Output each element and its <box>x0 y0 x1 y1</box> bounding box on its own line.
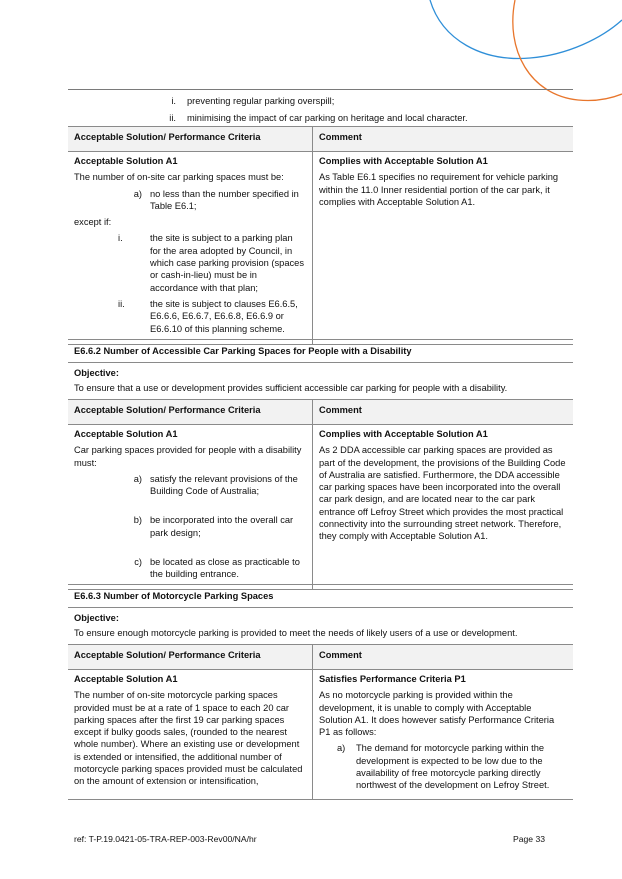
solution-text: The number of on-site motorcycle parking spaces provided must be at a rate of 1 space to each 20 car parking spaces after the first 19 car parking spaces except if bulky goods sales, (rounded to the nearest whole number). Where an existing use or development is extended or intensified, the additional number of motorcycle parking spaces provided must be calculated on the amount of extension or intensification, <box>74 690 303 787</box>
comment-cell <box>313 670 574 800</box>
objective-label: Objective: <box>74 368 119 378</box>
list-item <box>74 188 306 213</box>
solution-title: Acceptable Solution A1 <box>74 429 178 439</box>
list-number: c) <box>134 557 142 568</box>
section-heading-motorcycle-parking: E6.6.3 Number of Motorcycle Parking Spaces <box>68 584 573 608</box>
top-rule <box>68 89 573 90</box>
list-number: a) <box>133 473 142 484</box>
header-comment: Comment <box>313 127 574 152</box>
objective-text: To ensure that a use or development provides sufficient accessible car parking for people with a disability. <box>74 383 508 394</box>
criteria-cell <box>68 670 313 800</box>
list-item <box>74 473 306 498</box>
header-criteria: Acceptable Solution/ Performance Criteria <box>68 127 313 152</box>
criteria-table-parking-spaces <box>68 126 573 345</box>
list-item <box>74 298 306 335</box>
list-number: b) <box>133 515 142 526</box>
objective-block <box>74 367 574 395</box>
comment-cell <box>313 425 574 590</box>
comment-title: Satisfies Performance Criteria P1 <box>319 674 466 684</box>
list-text: be incorporated into the overall car park design; <box>150 515 294 538</box>
table-row <box>68 425 573 590</box>
list-number: ii. <box>169 113 176 123</box>
comment-text: As no motorcycle parking is provided within the development, it is unable to comply with Acceptable Solution A1. It does however satisfy Performance Criteria P1 as follows: <box>319 690 555 738</box>
intro-list <box>162 95 582 129</box>
criteria-table-accessible-parking <box>68 399 573 590</box>
solution-intro: The number of on-site car parking spaces must be: <box>74 172 284 183</box>
list-number: a) <box>337 743 346 754</box>
list-number: a) <box>133 188 142 199</box>
list-item <box>162 95 582 112</box>
objective-label: Objective: <box>74 613 119 623</box>
header-comment: Comment <box>313 645 574 670</box>
list-number: i. <box>118 233 123 244</box>
solution-intro: Car parking spaces provided for people with a disability must: <box>74 445 302 468</box>
objective-block <box>74 612 574 640</box>
blue-arc-decoration <box>430 0 622 58</box>
list-item <box>74 514 306 539</box>
comment-cell <box>313 152 574 345</box>
comment-title: Complies with Acceptable Solution A1 <box>319 429 488 439</box>
criteria-cell <box>68 152 313 345</box>
list-number: ii. <box>118 298 125 309</box>
table-header-row <box>68 400 573 425</box>
list-item <box>74 232 306 293</box>
list-number: i. <box>171 96 176 106</box>
criteria-table-motorcycle-parking <box>68 644 573 800</box>
header-criteria: Acceptable Solution/ Performance Criteria <box>68 645 313 670</box>
footer-reference: ref: T-P.19.0421-05-TRA-REP-003-Rev00/NA/hr <box>74 834 257 844</box>
header-criteria: Acceptable Solution/ Performance Criteria <box>68 400 313 425</box>
page-number: Page 33 <box>513 834 546 844</box>
list-text: satisfy the relevant provisions of the Building Code of Australia; <box>150 473 298 497</box>
list-item <box>74 556 306 581</box>
list-text: the site is subject to a parking plan for the area adopted by Council, in which case parking provision (spaces or cash-in-lieu) must be in accordance with that plan; <box>150 233 304 293</box>
list-text: be located as close as practicable to the building entrance. <box>150 557 300 580</box>
solution-title: Acceptable Solution A1 <box>74 674 178 684</box>
list-text: minimising the impact of car parking on heritage and local character. <box>187 113 468 123</box>
header-comment: Comment <box>313 400 574 425</box>
comment-text: As Table E6.1 specifies no requirement for vehicle parking within the 11.0 Inner residential portion of the car park, it complies with Acceptable Solution A1. <box>319 172 559 207</box>
except-label: except if: <box>74 217 112 228</box>
table-row <box>68 152 573 345</box>
list-text: the site is subject to clauses E6.6.5, E6.6.6, E6.6.7, E6.6.8, E6.6.9 or E6.6.10 of this planning scheme. <box>150 298 298 334</box>
list-text: The demand for motorcycle parking within the development is expected to be low due to the availability of free motorcycle parking directly northwest of the development on Lefroy Street. <box>356 743 550 791</box>
comment-text: As 2 DDA accessible car parking spaces are provided as part of the development, the provisions of the Building Code of Australia are satisfied. Furthermore, the DDA accessible car parking spaces have been incorporated into the overall car park design, and are located near to the car park entrance off Lefroy Street which provides the most practical connectivity into the surrounding street network. Therefore, they comply with Acceptable Solution A1. <box>319 445 566 542</box>
table-header-row <box>68 645 573 670</box>
table-header-row <box>68 127 573 152</box>
list-item <box>319 742 567 791</box>
section-heading-accessible-parking: E6.6.2 Number of Accessible Car Parking Spaces for People with a Disability <box>68 339 573 363</box>
list-text: preventing regular parking overspill; <box>187 96 335 106</box>
comment-title: Complies with Acceptable Solution A1 <box>319 156 488 166</box>
objective-text: To ensure enough motorcycle parking is provided to meet the needs of likely users of a use or development. <box>74 628 518 639</box>
criteria-cell <box>68 425 313 590</box>
table-row <box>68 670 573 800</box>
solution-title: Acceptable Solution A1 <box>74 156 178 166</box>
list-text: no less than the number specified in Table E6.1; <box>150 188 299 211</box>
